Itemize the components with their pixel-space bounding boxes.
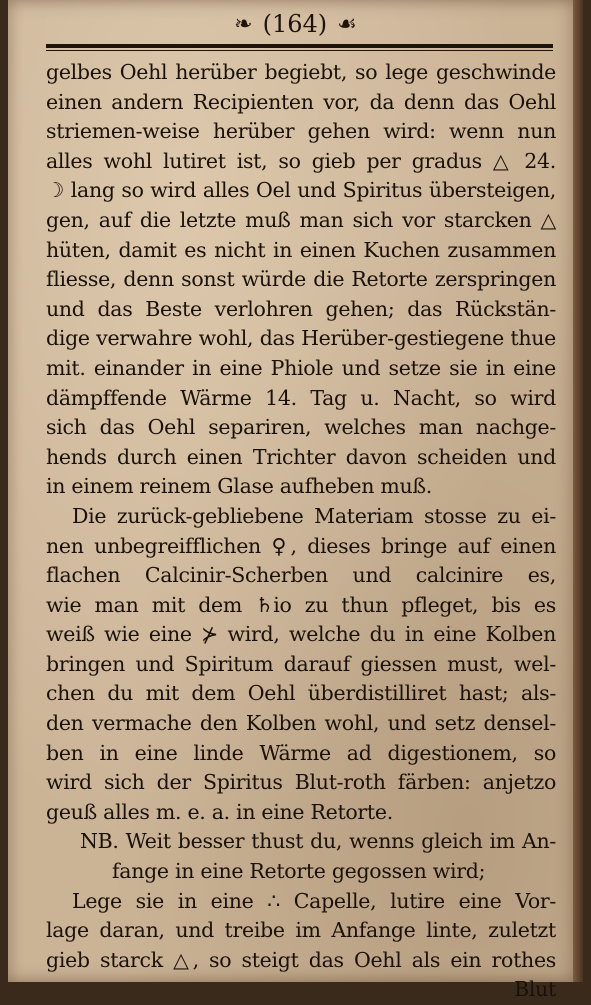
paragraph-first-line: Die zurück-gebliebene Materiam stosse zu ei- xyxy=(72,503,556,528)
text-line: flachen Calcinir-Scherben und calcinire es, xyxy=(46,563,556,588)
text-line: ☽ lang so wird alles Oel und Spiritus übersteigen, xyxy=(46,178,556,203)
text-line: nen unbegreifflichen ♀, dieses bringe auf einen xyxy=(46,533,556,558)
page-header xyxy=(8,6,583,42)
text-line: einen andern Recipienten vor, da denn das Oehl xyxy=(46,89,556,114)
page-edge-shadow xyxy=(573,0,583,982)
header-rule-thin xyxy=(46,50,553,51)
nota-bene-line: NB. Weit besser thust du, wenns gleich im An- xyxy=(80,829,556,854)
text-line: ben in eine linde Wärme ad digestionem, so xyxy=(46,740,556,765)
text-line: lage daran, und treibe im Anfange linte, zuletzt xyxy=(46,918,556,943)
text-line: in einem reinem Glase aufheben muß. xyxy=(46,474,433,499)
page-body-text xyxy=(46,58,556,1005)
text-line: dämpffende Wärme 14. Tag u. Nacht, so wird xyxy=(46,385,556,410)
text-line: sich das Oehl separiren, welches man nachge- xyxy=(46,415,556,440)
paragraph-first-line: Lege sie in eine ∴ Capelle, lutire eine Vor- xyxy=(72,888,556,913)
text-line: den vermache den Kolben wohl, und setz densel- xyxy=(46,711,556,736)
catchword: Blut xyxy=(514,977,556,1002)
text-line: hüten, damit es nicht in einen Kuchen zusammen xyxy=(46,237,556,262)
text-line: fliesse, denn sonst würde die Retorte zerspringen xyxy=(46,267,556,292)
right-ornament-icon: ☙ xyxy=(337,11,357,37)
text-line: dige verwahre wohl, das Herüber-gestiegene thue xyxy=(46,326,556,351)
text-line: wird sich der Spiritus Blut-roth färben: anjetzo xyxy=(46,770,556,795)
text-line: striemen-weise herüber gehen wird: wenn nun xyxy=(46,119,556,144)
page-number: 164 xyxy=(271,10,318,38)
text-line: gelbes Oehl herüber begiebt, so lege geschwinde xyxy=(46,60,556,84)
left-ornament-icon: ❧ xyxy=(234,11,253,37)
text-line: bringen und Spiritum darauf giessen must, wel- xyxy=(46,651,556,676)
text-line: gen, auf die letzte muß man sich vor starcken △ xyxy=(46,207,556,232)
text-line: gieb starck △, so steigt das Oehl als ein rothes xyxy=(46,947,556,972)
text-line: weiß wie eine ⊁ wird, welche du in eine Kolben xyxy=(46,622,556,647)
nota-bene-continuation: fange in eine Retorte gegossen wird; xyxy=(112,859,486,884)
text-line: chen du mit dem Oehl überdistilliret hast; als- xyxy=(46,681,556,706)
text-line: geuß alles m. e. a. in eine Retorte. xyxy=(46,799,393,824)
text-line: wie man mit dem ♄io zu thun pfleget, bis es xyxy=(46,592,556,617)
page-number-close-paren: ) xyxy=(317,10,328,38)
text-line: und das Beste verlohren gehen; das Rückstän- xyxy=(46,296,556,321)
text-line: alles wohl lutiret ist, so gieb per gradus △ 24. xyxy=(46,148,556,173)
text-line: mit. einander in eine Phiole und setze sie in eine xyxy=(46,355,556,380)
text-line: hends durch einen Trichter davon scheiden und xyxy=(46,444,556,469)
page-number-open-paren: ( xyxy=(262,10,272,38)
book-page xyxy=(8,0,583,1002)
header-rule-thick xyxy=(46,44,553,48)
